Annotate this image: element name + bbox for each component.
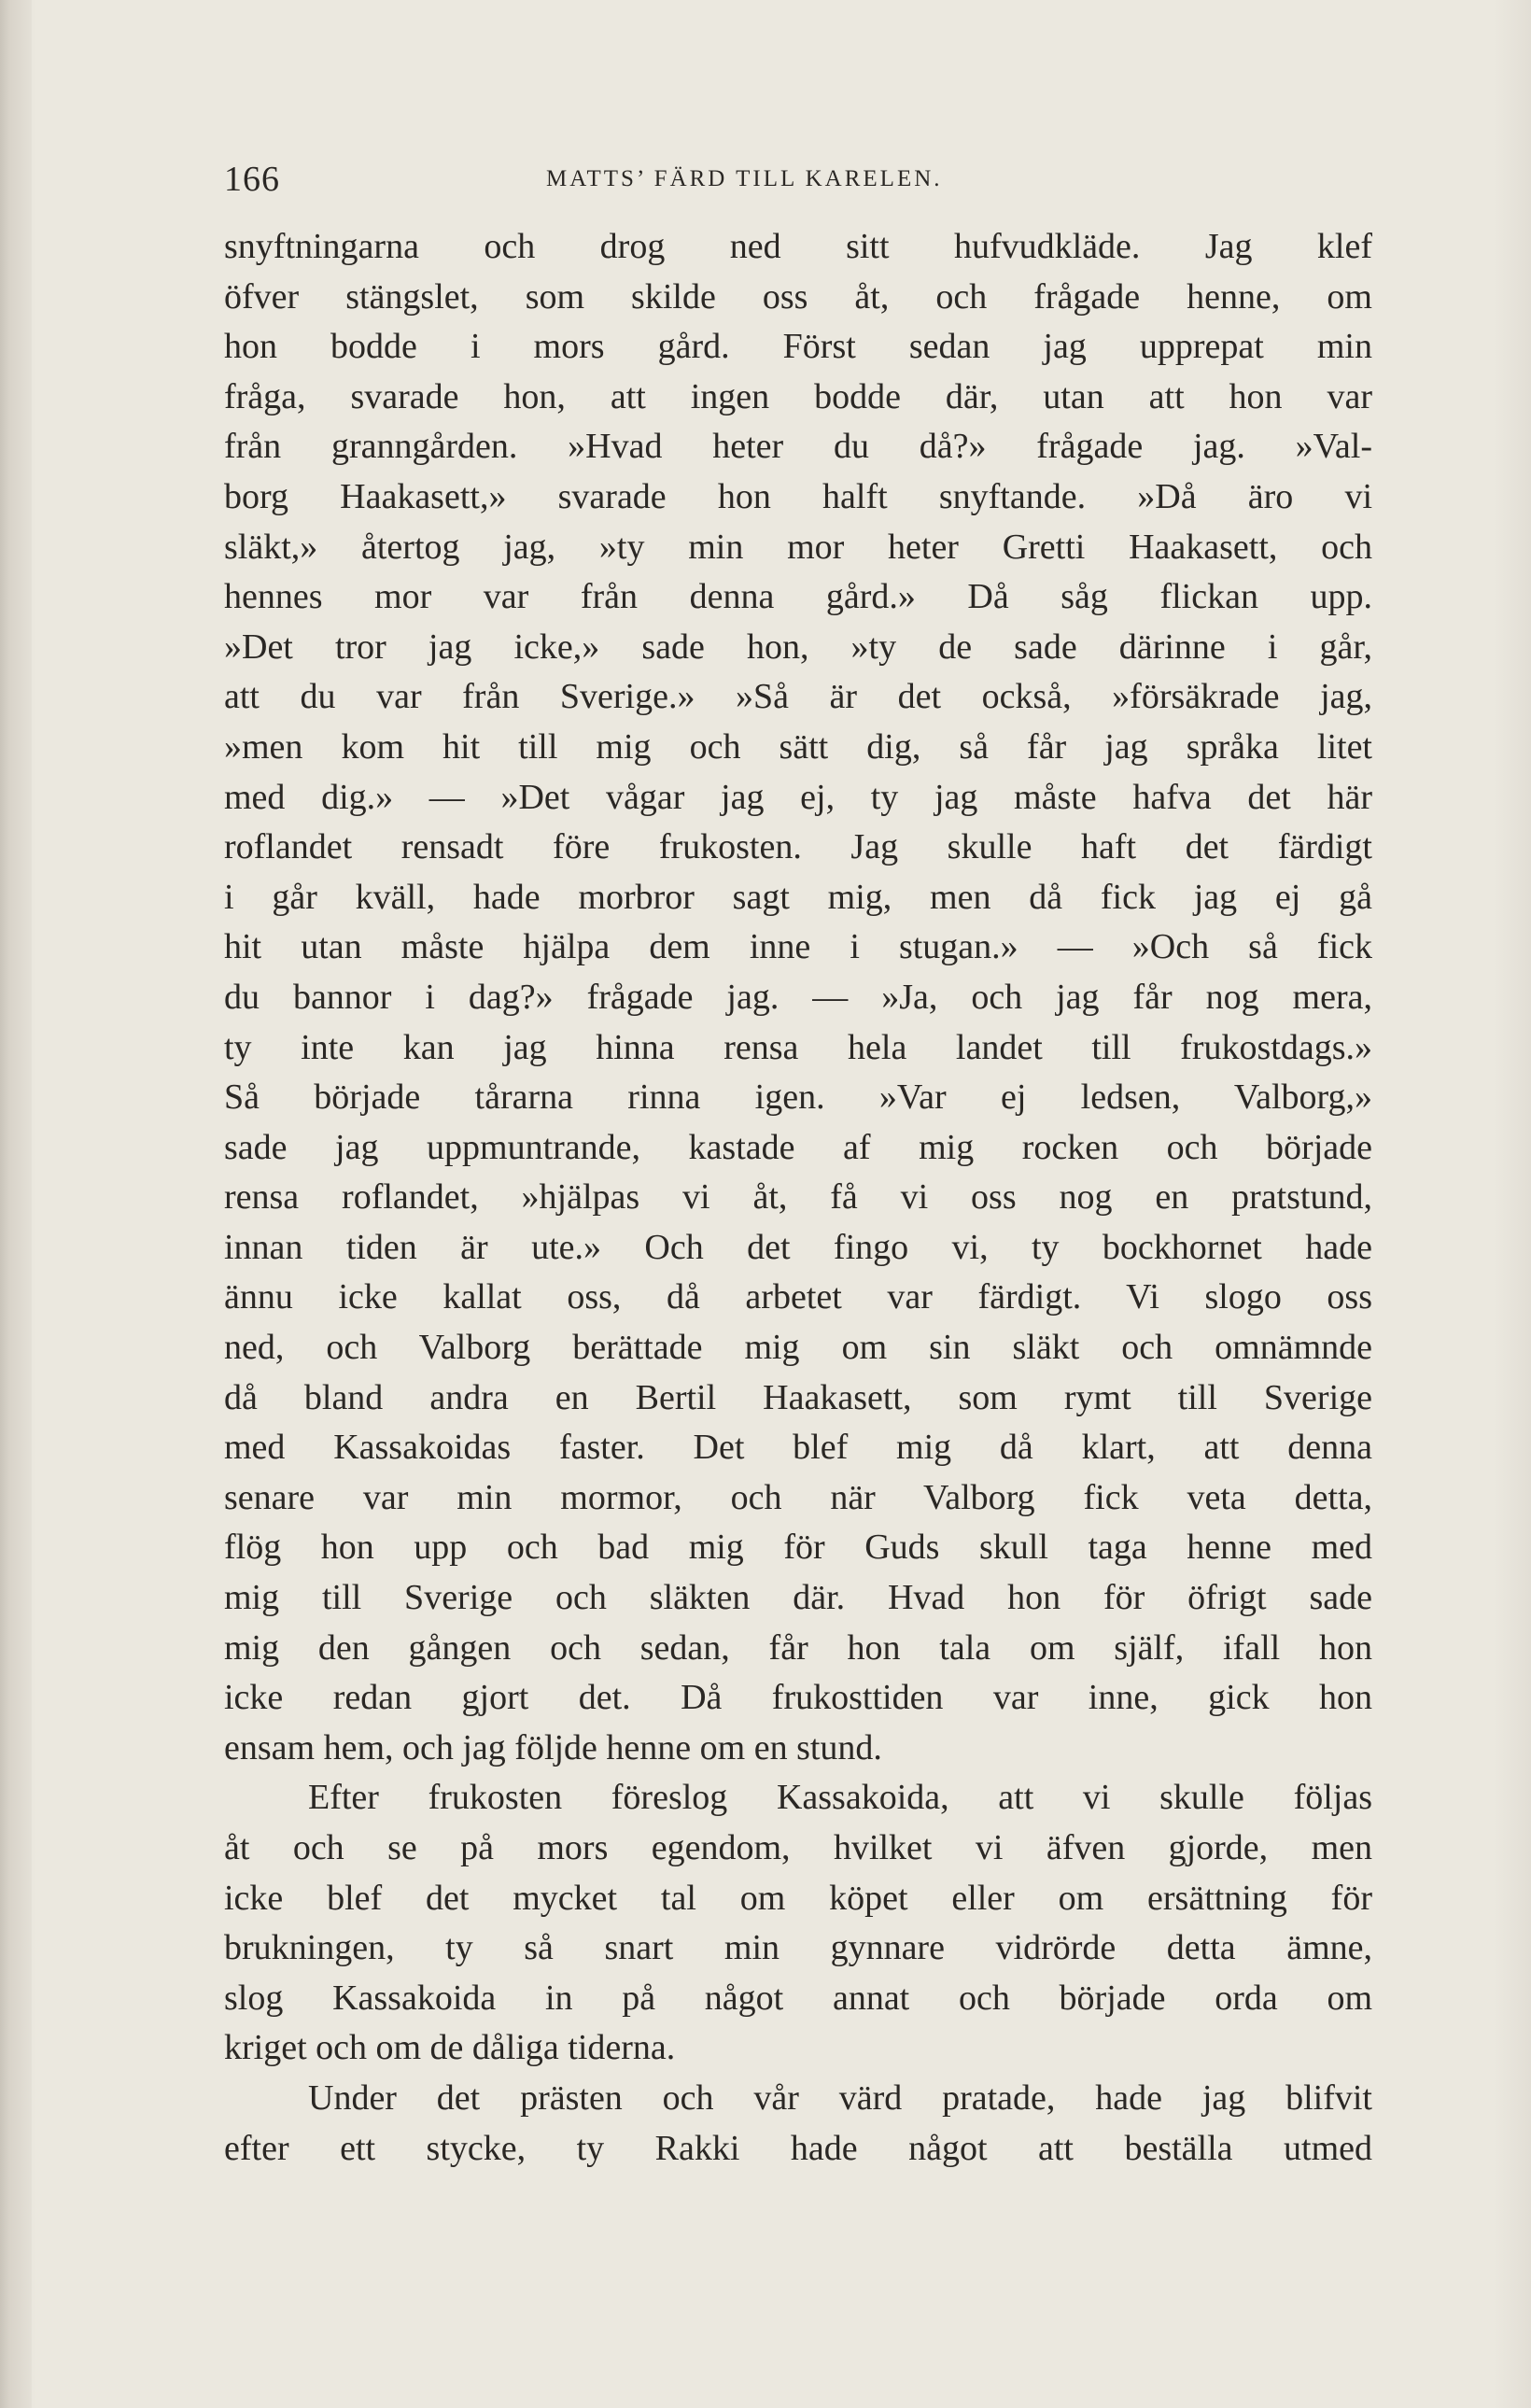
text-line: senare var min mormor, och när Valborg fick veta detta, — [224, 1477, 1372, 1517]
text-line: roflandet rensadt före frukosten. Jag skulle haft det färdigt — [224, 827, 1372, 867]
text-line: efter ett stycke, ty Rakki hade något att beställa utmed — [224, 2128, 1372, 2168]
text-line: flög hon upp och bad mig för Guds skull taga henne med — [224, 1528, 1372, 1568]
body-text — [224, 222, 1372, 2174]
text-line: från granngården. »Hvad heter du då?» frågade jag. »Val- — [224, 427, 1372, 467]
page-number: 166 — [224, 160, 280, 199]
text-line: innan tiden är ute.» Och det fingo vi, ty bockhornet hade — [224, 1227, 1372, 1267]
text-line: mig den gången och sedan, får hon tala om själf, ifall hon — [224, 1627, 1372, 1668]
text-line: ty inte kan jag hinna rensa hela landet till frukostdags.» — [224, 1027, 1372, 1067]
text-line: med Kassakoidas faster. Det blef mig då klart, att denna — [224, 1428, 1372, 1468]
text-line: ensam hem, och jag följde henne om en stund. — [224, 1727, 882, 1767]
text-line: med dig.» — »Det vågar jag ej, ty jag måste hafva det här — [224, 777, 1372, 817]
text-line: mig till Sverige och släkten där. Hvad hon för öfrigt sade — [224, 1578, 1372, 1618]
text-line: »Det tror jag icke,» sade hon, »ty de sade därinne i går, — [224, 627, 1372, 667]
text-line: i går kväll, hade morbror sagt mig, men då fick jag ej gå — [224, 877, 1372, 917]
text-line: hit utan måste hjälpa dem inne i stugan.» — »Och så fick — [224, 927, 1372, 967]
text-line: borg Haakasett,» svarade hon halft snyftande. »Då äro vi — [224, 476, 1372, 516]
text-line: kriget och om de dåliga tiderna. — [224, 2028, 676, 2068]
book-spine-shadow — [0, 0, 32, 2408]
text-line: Så började tårarna rinna igen. »Var ej ledsen, Valborg,» — [224, 1077, 1372, 1118]
text-line: slog Kassakoida in på något annat och började orda om — [224, 1978, 1372, 2018]
text-line: åt och se på mors egendom, hvilket vi äfven gjorde, men — [224, 1828, 1372, 1867]
text-line: att du var från Sverige.» »Så är det också, »försäkrade jag, — [224, 677, 1372, 717]
page-header — [224, 159, 1372, 215]
running-title: MATTS’ FÄRD TILL KARELEN. — [546, 166, 943, 191]
text-line: »men kom hit till mig och sätt dig, så får jag språka litet — [224, 726, 1372, 767]
text-line: ännu icke kallat oss, då arbetet var färdigt. Vi slogo oss — [224, 1277, 1372, 1317]
text-line: du bannor i dag?» frågade jag. — »Ja, och jag får nog mera, — [224, 977, 1372, 1017]
text-line: då bland andra en Bertil Haakasett, som rymt till Sverige — [224, 1377, 1372, 1417]
text-line: sade jag uppmuntrande, kastade af mig rocken och började — [224, 1127, 1372, 1167]
text-line: ned, och Valborg berättade mig om sin släkt och omnämnde — [224, 1328, 1372, 1368]
text-line: rensa roflandet, »hjälpas vi åt, få vi oss nog en pratstund, — [224, 1177, 1372, 1218]
text-line: öfver stängslet, som skilde oss åt, och frågade henne, om — [224, 276, 1372, 317]
text-line: släkt,» återtog jag, »ty min mor heter Gretti Haakasett, och — [224, 527, 1372, 567]
text-line: Under det prästen och vår värd pratade, hade jag blifvit — [308, 2077, 1372, 2118]
text-line: icke blef det mycket tal om köpet eller om ersättning för — [224, 1878, 1372, 1918]
text-line: snyftningarna och drog ned sitt hufvudkläde. Jag klef — [224, 227, 1372, 266]
text-line: fråga, svarade hon, att ingen bodde där, utan att hon var — [224, 376, 1372, 416]
text-line: icke redan gjort det. Då frukosttiden var inne, gick hon — [224, 1678, 1372, 1718]
text-line: brukningen, ty så snart min gynnare vidrörde detta ämne, — [224, 1928, 1372, 1968]
text-line: hon bodde i mors gård. Först sedan jag upprepat min — [224, 327, 1372, 367]
text-line: hennes mor var från denna gård.» Då såg flickan upp. — [224, 577, 1372, 617]
text-line: Efter frukosten föreslog Kassakoida, att vi skulle följas — [308, 1778, 1372, 1818]
